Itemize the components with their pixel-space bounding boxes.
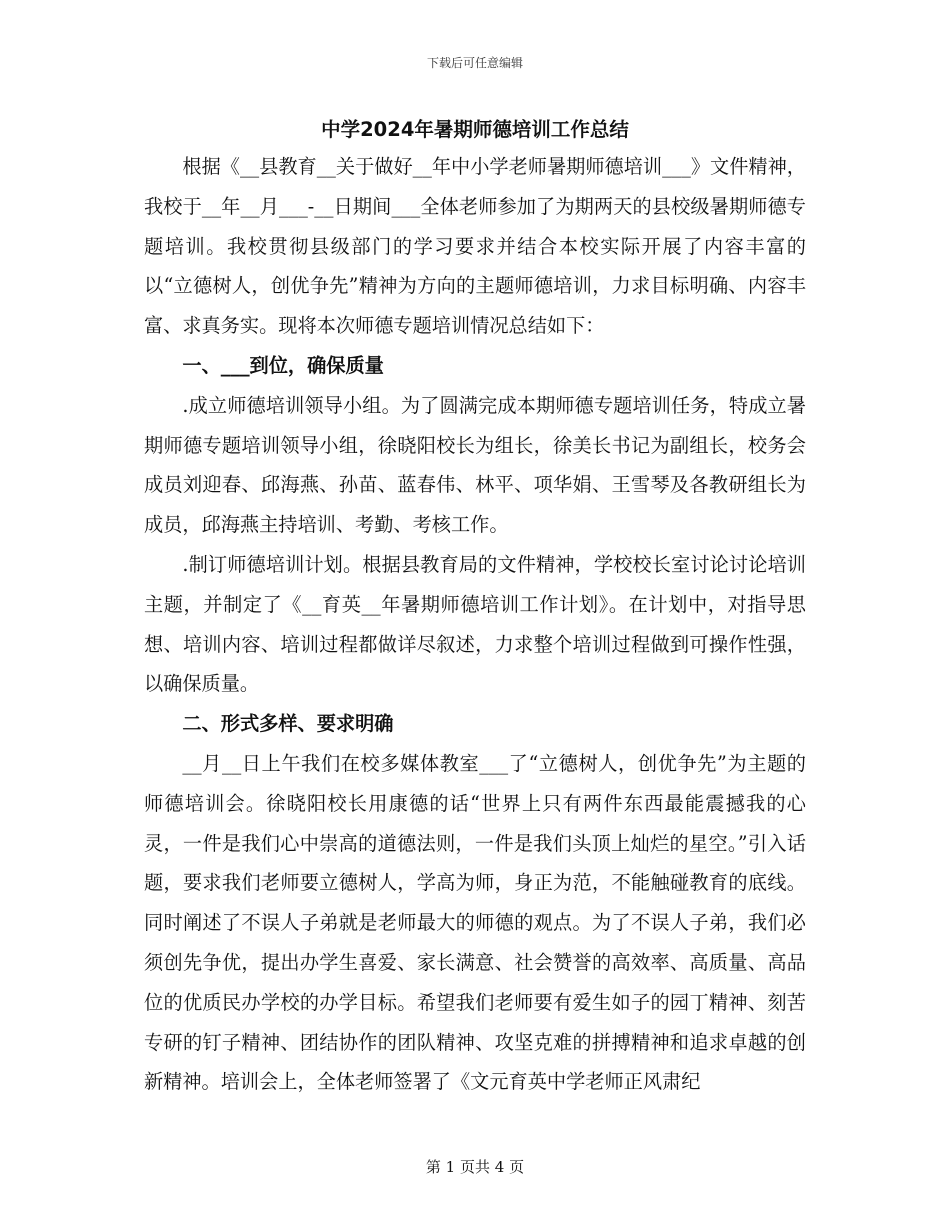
paragraph-leadership-group: .成立师德培训领导小组。为了圆满完成本期师德专题培训任务，特成立暑期师德专题培训领导小组，徐晓阳校长为组长，徐美长书记为副组长，校务会成员刘迎春、邱海燕、孙苗、蓝春伟、林平、项华娟、王雪琴及各教研组长为成员，邱海燕主持培训、考勤、考核工作。 (144, 393, 806, 537)
paragraph-training-meeting: __月__日上午我们在校多媒体教室___了“立德树人，创优争先”为主题的师德培训会。徐晓阳校长用康德的话“世界上只有两件东西最能震撼我的心灵，一件是我们心中崇高的道德法则，一件是我们头顶上灿烂的星空。”引入话题，要求我们老师要立德树人，学高为师，身正为范，不能触碰教育的底线。同时阐述了不误人子弟就是老师最大的师德的观点。为了不误人子弟，我们必须创先争优，提出办学生喜爱、家长满意、社会赞誉的高效率、高质量、高品位的优质民办学校的办学目标。希望我们老师要有爱生如子的园丁精神、刻苦专研的钉子精神、团结协作的团队精神、攻坚克难的拼搏精神和追求卓越的创新精神。培训会上，全体老师签署了《文元育英中学老师正风肃纪 (144, 751, 806, 1094)
header-note: 下载后可任意编辑 (426, 56, 523, 70)
page-number: 第 1 页共 4 页 (425, 1158, 525, 1176)
paragraph-training-plan: .制订师德培训计划。根据县教育局的文件精神，学校校长室讨论讨论培训主题，并制定了《__育英__年暑期师德培训工作计划》。在计划中，对指导思想、培训内容、培训过程都做详尽叙述，力求整个培训过程做到可操作性强，以确保质量。 (144, 552, 806, 696)
document-title: 中学2024年暑期师德培训工作总结 (321, 118, 629, 141)
section-heading-1: 一、___到位，确保质量 (182, 353, 384, 377)
section-heading-2: 二、形式多样、要求明确 (182, 712, 394, 736)
paragraph-intro: 根据《__县教育__关于做好__年中小学老师暑期师德培训___》文件精神，我校于__年__月___-__日期间___全体老师参加了为期两天的县校级暑期师德专题培训。我校贯彻县级部门的学习要求并结合本校实际开展了内容丰富的以“立德树人，创优争先”精神为方向的主题师德培训，力求目标明确、内容丰富、求真务实。现将本次师德专题培训情况总结如下： (144, 155, 806, 338)
document-body (144, 147, 806, 1102)
